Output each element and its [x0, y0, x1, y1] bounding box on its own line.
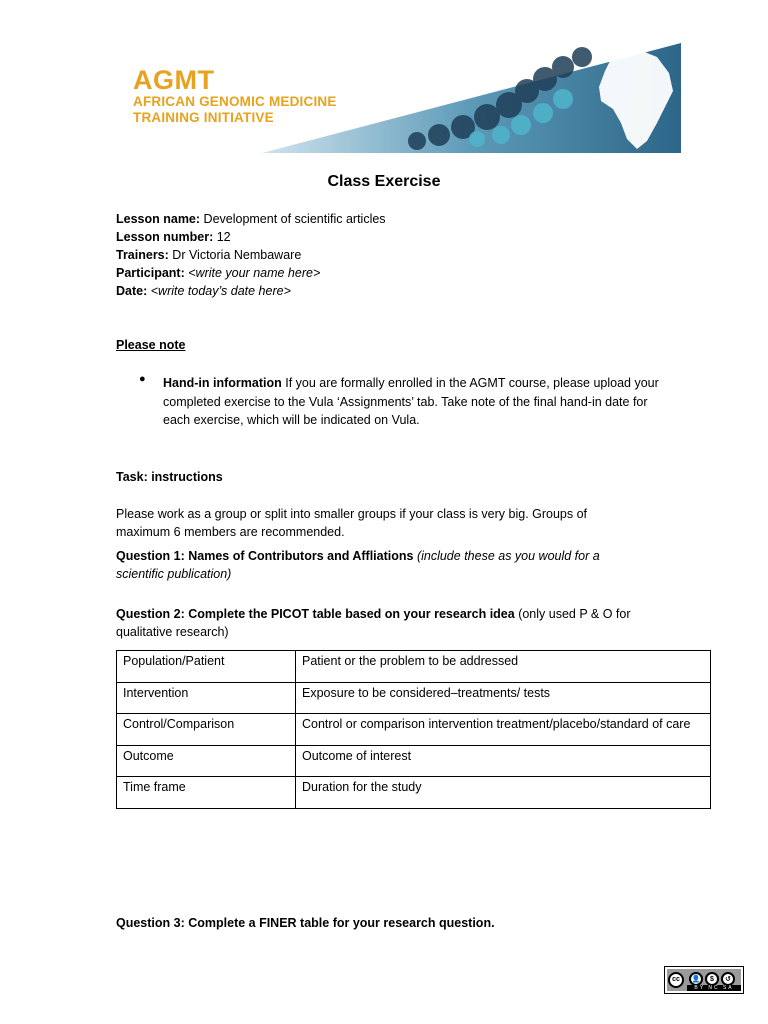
date-label: Date:	[116, 284, 148, 298]
question-2	[116, 606, 646, 641]
task-text: Please work as a group or split into smaller groups if your class is very big. Groups of maximum 6 members are recommended.	[116, 507, 588, 539]
sa-label: SA	[722, 985, 734, 991]
participant-label: Participant:	[116, 266, 185, 280]
picot-term: Population/Patient	[117, 651, 296, 683]
sa-icon: ↺	[721, 972, 735, 986]
cc-terms-bar	[687, 985, 741, 991]
handin-bullet	[163, 374, 659, 430]
lesson-name-row	[116, 210, 386, 228]
date-value: <write today’s date here>	[147, 284, 291, 298]
trainers-row	[116, 246, 301, 264]
lesson-number-value: 12	[213, 230, 231, 244]
handin-text: If you are formally enrolled in the AGMT course, please upload your completed exercise to the Vula ‘Assignments’ tab. Take note of the final hand-in date for each exercise, which will be indicated on Vula.	[163, 376, 659, 427]
cc-icon: cc	[668, 972, 684, 988]
picot-term: Outcome	[117, 745, 296, 777]
question-1	[116, 548, 616, 583]
picot-table	[116, 650, 711, 809]
q1-label: Question 1: Names of Contributors and Affliations	[116, 549, 414, 563]
page-title: Class Exercise	[327, 173, 441, 190]
nc-label: NC	[708, 985, 720, 991]
participant-value: <write your name here>	[184, 266, 321, 280]
date-row	[116, 282, 291, 300]
picot-description: Control or comparison intervention treatment/placebo/standard of care	[296, 714, 711, 746]
task-heading: Task: instructions	[116, 470, 223, 484]
table-row	[117, 682, 711, 714]
table-row	[117, 745, 711, 777]
picot-term: Control/Comparison	[117, 714, 296, 746]
question-3: Question 3: Complete a FINER table for your research question.	[116, 916, 495, 930]
logo-line-2: TRAINING INITIATIVE	[133, 110, 274, 125]
lesson-name-value: Development of scientific articles	[200, 212, 386, 226]
nc-icon: $	[705, 972, 719, 986]
agmt-banner	[117, 43, 681, 153]
picot-term: Time frame	[117, 777, 296, 809]
cc-license-badge	[664, 966, 744, 994]
participant-row	[116, 264, 320, 282]
picot-description: Outcome of interest	[296, 745, 711, 777]
by-icon: 👤	[689, 972, 703, 986]
logo-line-1: AFRICAN GENOMIC MEDICINE	[133, 94, 337, 109]
by-label: BY	[694, 985, 705, 991]
picot-description: Exposure to be considered–treatments/ tests	[296, 682, 711, 714]
q1-note: (include these as you would for a scientific publication)	[116, 549, 600, 581]
table-row	[117, 651, 711, 683]
lesson-number-row	[116, 228, 231, 246]
q2-label: Question 2: Complete the PICOT table based on your research idea	[116, 607, 515, 621]
logo-acronym: AGMT	[133, 65, 215, 95]
lesson-name-label: Lesson name:	[116, 212, 201, 226]
handin-label: Hand-in information	[163, 376, 282, 390]
bullet-icon: ●	[139, 373, 146, 385]
trainers-label: Trainers:	[116, 248, 169, 262]
picot-description: Duration for the study	[296, 777, 711, 809]
please-note-heading: Please note	[116, 338, 186, 352]
table-row	[117, 714, 711, 746]
trainers-value: Dr Victoria Nembaware	[168, 248, 302, 262]
picot-term: Intervention	[117, 682, 296, 714]
table-row	[117, 777, 711, 809]
picot-description: Patient or the problem to be addressed	[296, 651, 711, 683]
q2-note: (only used P & O for qualitative research)	[116, 607, 631, 639]
lesson-number-label: Lesson number:	[116, 230, 214, 244]
